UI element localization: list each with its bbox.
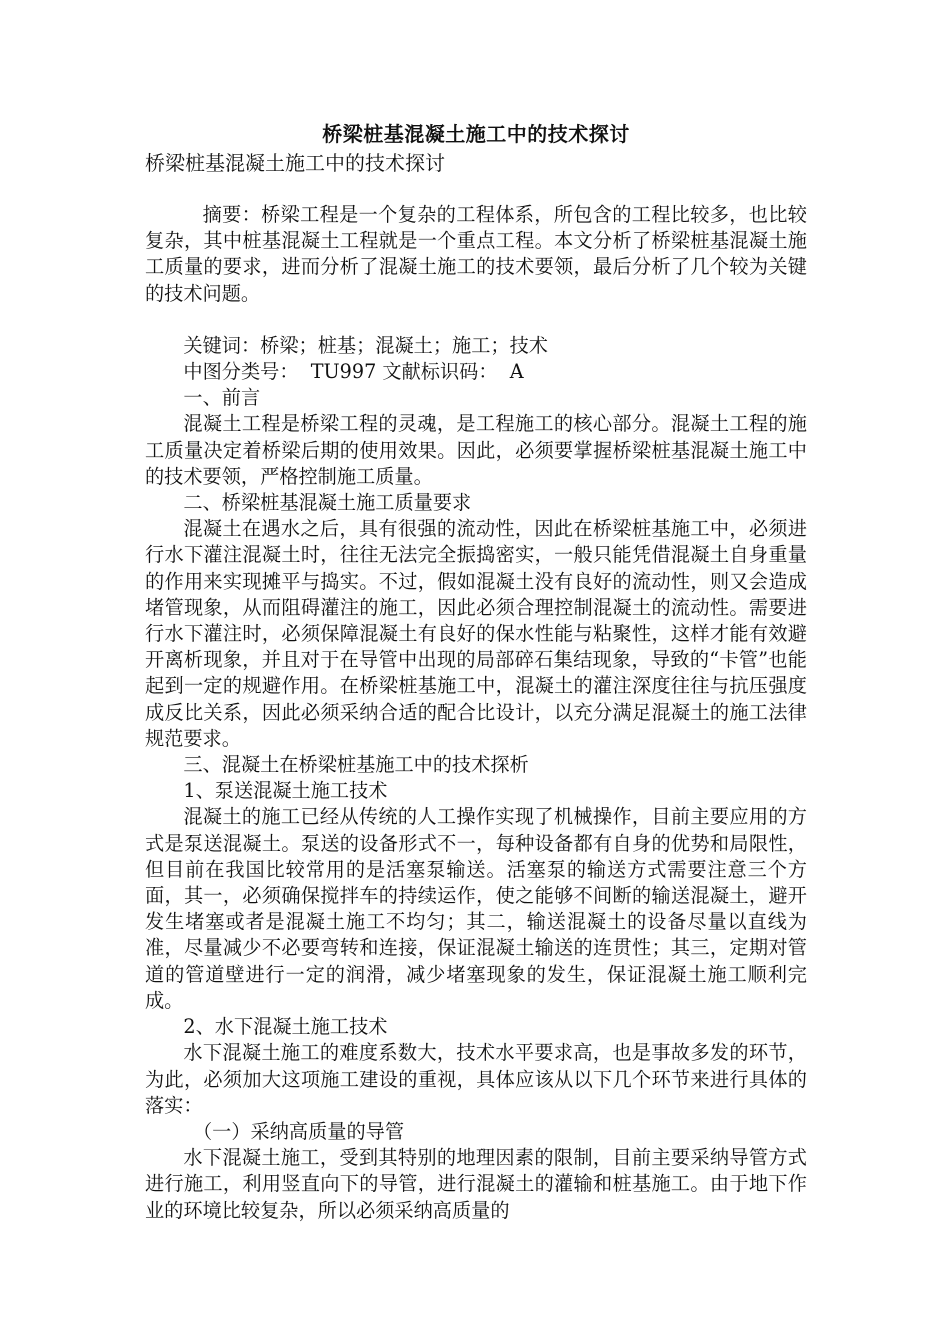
document-subtitle: 桥梁桩基混凝土施工中的技术探讨 (145, 151, 445, 175)
keywords-line: 关键词：桥梁；桩基；混凝土；施工；技术 (183, 333, 548, 357)
document-page (145, 118, 807, 1224)
item-paragraph-conduit: 水下混凝土施工，受到其特别的地理因素的限制，目前主要采纳导管方式进行施工，利用竖直向下的导管，进行混凝土的灌输和桩基施工。由于地下作业的环境比较复杂，所以必须采纳高质量的 (145, 1146, 807, 1222)
section-heading-quality: 二、桥梁桩基混凝土施工质量要求 (183, 491, 472, 515)
abstract-paragraph: 摘要：桥梁工程是一个复杂的工程体系，所包含的工程比较多，也比较复杂，其中桩基混凝土工程就是一个重点工程。本文分析了桥梁桩基混凝土施工质量的要求，进而分析了混凝土施工的技术要领，最后分析了几个较为关键的技术问题。 (145, 203, 807, 305)
subsection-paragraph-underwater: 水下混凝土施工的难度系数大，技术水平要求高，也是事故多发的环节，为此，必须加大这项施工建设的重视，具体应该从以下几个环节来进行具体的落实： (145, 1041, 807, 1117)
document-title: 桥梁桩基混凝土施工中的技术探讨 (322, 122, 630, 146)
subsection-paragraph-pumping: 混凝土的施工已经从传统的人工操作实现了机械操作，目前主要应用的方式是泵送混凝土。泵送的设备形式不一，每种设备都有自身的优势和局限性，但目前在我国比较常用的是活塞泵输送。活塞泵的输送方式需要注意三个方面，其一，必须确保搅拌车的持续运作，使之能够不间断的输送混凝土，避开发生堵塞或者是混凝土施工不均匀；其二，输送混凝土的设备尽量以直线为准，尽量减少不必要弯转和连接，保证混凝土输送的连贯性；其三，定期对管道的管道壁进行一定的润滑，减少堵塞现象的发生，保证混凝土施工顺利完成。 (145, 805, 807, 1012)
subsection-heading-underwater: 2、水下混凝土施工技术 (183, 1015, 388, 1039)
classification-line: 中图分类号： TU997 文献标识码： A (183, 360, 524, 384)
section-paragraph-preface: 混凝土工程是桥梁工程的灵魂，是工程施工的核心部分。混凝土工程的施工质量决定着桥梁后期的使用效果。因此，必须要掌握桥梁桩基混凝土施工中的技术要领，严格控制施工质量。 (145, 412, 807, 488)
subsection-heading-pumping: 1、泵送混凝土施工技术 (183, 779, 388, 803)
section-heading-techniques: 三、混凝土在桥梁桩基施工中的技术探析 (183, 753, 529, 777)
section-heading-preface: 一、前言 (183, 386, 261, 410)
item-heading-conduit: （一）采纳高质量的导管 (193, 1119, 405, 1143)
section-paragraph-quality: 混凝土在遇水之后，具有很强的流动性，因此在桥梁桩基施工中，必须进行水下灌注混凝土时，往往无法完全振捣密实，一般只能凭借混凝土自身重量的作用来实现摊平与捣实。不过，假如混凝土没有良好的流动性，则又会造成堵管现象，从而阻碍灌注的施工，因此必须合理控制混凝土的流动性。需要进行水下灌注时，必须保障混凝土有良好的保水性能与粘聚性，这样才能有效避开离析现象，并且对于在导管中出现的局部碎石集结现象，导致的“卡管”也能起到一定的规避作用。在桥梁桩基施工中，混凝土的灌注深度往往与抗压强度成反比关系，因此必须采纳合适的配合比设计，以充分满足混凝土的施工法律规范要求。 (145, 517, 807, 750)
